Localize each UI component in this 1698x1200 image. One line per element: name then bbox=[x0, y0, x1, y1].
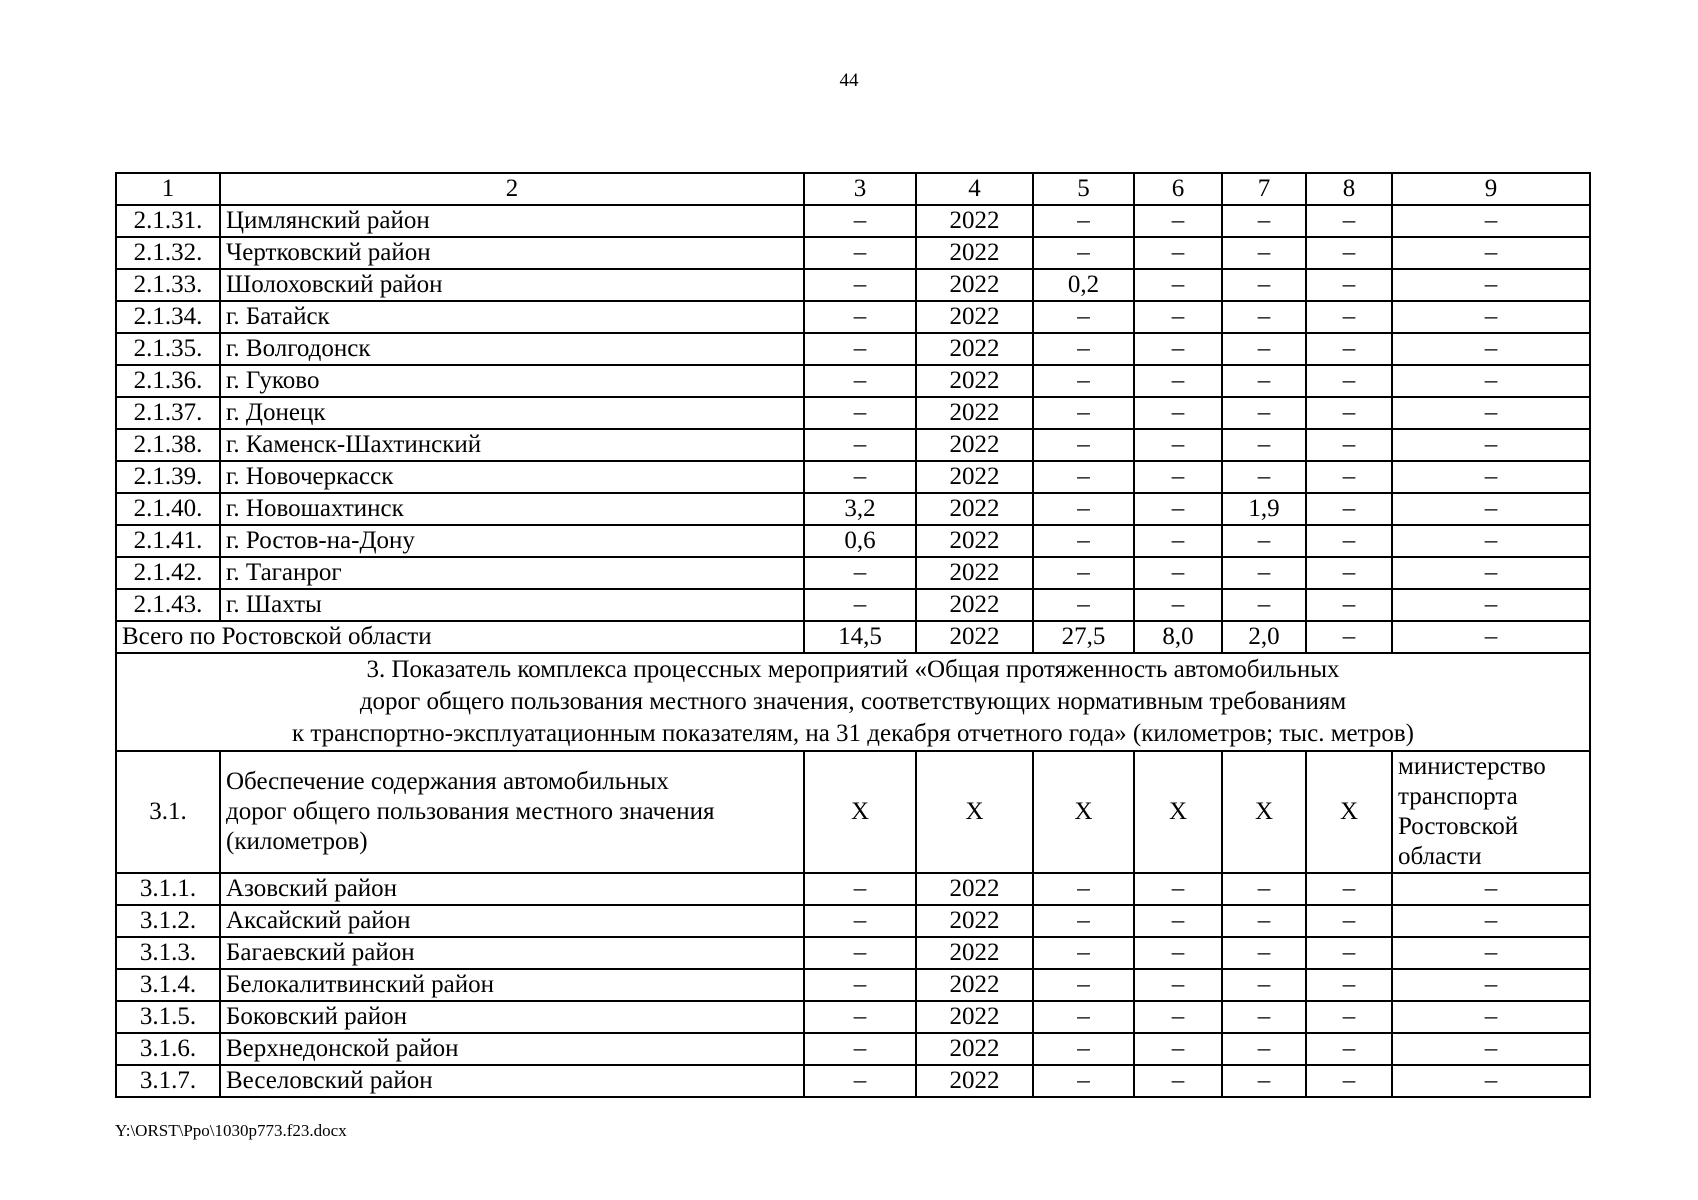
value-cell: – bbox=[804, 589, 916, 621]
value-cell: – bbox=[1134, 969, 1222, 1001]
value-cell: 2022 bbox=[916, 1065, 1033, 1097]
value-cell: – bbox=[1392, 205, 1590, 237]
value-cell: – bbox=[1392, 365, 1590, 397]
row-name-cell: Азовский район bbox=[220, 873, 804, 905]
total-label-cell: Всего по Ростовской области bbox=[116, 621, 804, 653]
value-cell: – bbox=[804, 873, 916, 905]
row-number-cell: 2.1.38. bbox=[116, 429, 220, 461]
value-cell: – bbox=[1306, 269, 1392, 301]
value-cell: – bbox=[1222, 905, 1306, 937]
table-row bbox=[116, 589, 1590, 621]
header-cell: 2 bbox=[220, 173, 804, 205]
value-cell: – bbox=[1033, 557, 1134, 589]
value-cell: – bbox=[804, 333, 916, 365]
section-heading-cell bbox=[116, 653, 1590, 751]
value-cell: – bbox=[1033, 493, 1134, 525]
value-cell: – bbox=[1222, 333, 1306, 365]
value-cell: – bbox=[1033, 397, 1134, 429]
total-value-cell: 14,5 bbox=[804, 621, 916, 653]
value-cell: – bbox=[1033, 905, 1134, 937]
value-cell: – bbox=[1222, 873, 1306, 905]
row-number-cell: 2.1.35. bbox=[116, 333, 220, 365]
responsible-line: транспорта bbox=[1398, 783, 1518, 810]
value-cell: – bbox=[804, 1001, 916, 1033]
value-cell: – bbox=[1222, 269, 1306, 301]
row-name-cell: г. Новошахтинск bbox=[220, 493, 804, 525]
value-cell: 2022 bbox=[916, 397, 1033, 429]
value-cell: – bbox=[1222, 365, 1306, 397]
value-cell: – bbox=[1033, 333, 1134, 365]
header-cell: 8 bbox=[1306, 173, 1392, 205]
value-cell: – bbox=[1222, 429, 1306, 461]
row-number-cell: 2.1.34. bbox=[116, 301, 220, 333]
value-cell: 2022 bbox=[916, 1033, 1033, 1065]
value-cell: – bbox=[1222, 205, 1306, 237]
value-cell: – bbox=[1033, 429, 1134, 461]
row-name-cell: Багаевский район bbox=[220, 937, 804, 969]
row-name-cell: г. Волгодонск bbox=[220, 333, 804, 365]
value-cell: – bbox=[804, 205, 916, 237]
value-cell: – bbox=[1222, 397, 1306, 429]
total-value-cell: 27,5 bbox=[1033, 621, 1134, 653]
value-cell: – bbox=[1033, 969, 1134, 1001]
table-row bbox=[116, 397, 1590, 429]
table-row bbox=[116, 1033, 1590, 1065]
value-cell: – bbox=[804, 269, 916, 301]
value-cell: – bbox=[1033, 589, 1134, 621]
value-cell: X bbox=[1134, 751, 1222, 873]
table-row bbox=[116, 969, 1590, 1001]
total-value-cell: 2,0 bbox=[1222, 621, 1306, 653]
row-name-cell: г. Донецк bbox=[220, 397, 804, 429]
header-cell: 7 bbox=[1222, 173, 1306, 205]
value-cell: 2022 bbox=[916, 937, 1033, 969]
table-row bbox=[116, 493, 1590, 525]
value-cell: – bbox=[1222, 1033, 1306, 1065]
row-number-cell: 3.1.4. bbox=[116, 969, 220, 1001]
total-row bbox=[116, 621, 1590, 653]
value-cell: – bbox=[1392, 905, 1590, 937]
value-cell: 2022 bbox=[916, 969, 1033, 1001]
value-cell: X bbox=[1222, 751, 1306, 873]
total-value-cell: 2022 bbox=[916, 621, 1033, 653]
table-row bbox=[116, 461, 1590, 493]
row-number-cell: 3.1.5. bbox=[116, 1001, 220, 1033]
row-name-cell: г. Шахты bbox=[220, 589, 804, 621]
value-cell: – bbox=[1306, 1033, 1392, 1065]
page-number: 44 bbox=[839, 70, 859, 91]
value-cell: – bbox=[1392, 557, 1590, 589]
value-cell: – bbox=[1222, 557, 1306, 589]
value-cell: – bbox=[1392, 937, 1590, 969]
value-cell: – bbox=[1033, 873, 1134, 905]
value-cell: 2022 bbox=[916, 873, 1033, 905]
row-number-cell: 2.1.37. bbox=[116, 397, 220, 429]
table-row bbox=[116, 873, 1590, 905]
header-cell: 3 bbox=[804, 173, 916, 205]
table-row bbox=[116, 205, 1590, 237]
row-number-cell: 3.1.1. bbox=[116, 873, 220, 905]
value-cell: – bbox=[1134, 937, 1222, 969]
value-cell: – bbox=[1306, 1001, 1392, 1033]
section-heading-line: к транспортно-эксплуатационным показателям, на 31 декабря отчетного года» (километров; тыс. метров) bbox=[292, 720, 1414, 747]
value-cell: – bbox=[1134, 589, 1222, 621]
value-cell: – bbox=[1222, 969, 1306, 1001]
value-cell: – bbox=[1306, 333, 1392, 365]
value-cell: 2022 bbox=[916, 493, 1033, 525]
value-cell: – bbox=[1392, 525, 1590, 557]
value-cell: X bbox=[916, 751, 1033, 873]
section-heading-line: 3. Показатель комплекса процессных мероприятий «Общая протяженность автомобильных bbox=[366, 656, 1340, 683]
value-cell: – bbox=[1306, 205, 1392, 237]
value-cell: – bbox=[1222, 589, 1306, 621]
value-cell: – bbox=[1033, 205, 1134, 237]
table-row bbox=[116, 365, 1590, 397]
header-row bbox=[116, 173, 1590, 205]
value-cell: – bbox=[1222, 461, 1306, 493]
table-row bbox=[116, 269, 1590, 301]
section-heading-row bbox=[116, 653, 1590, 751]
row-number-cell: 3.1.2. bbox=[116, 905, 220, 937]
row-number-cell: 2.1.33. bbox=[116, 269, 220, 301]
value-cell: – bbox=[1033, 301, 1134, 333]
row-name-line: (километров) bbox=[226, 828, 368, 855]
value-cell: – bbox=[1134, 237, 1222, 269]
value-cell: X bbox=[1033, 751, 1134, 873]
value-cell: – bbox=[1134, 873, 1222, 905]
value-cell: – bbox=[1033, 1033, 1134, 1065]
value-cell: 2022 bbox=[916, 589, 1033, 621]
value-cell: – bbox=[1306, 1065, 1392, 1097]
header-cell: 6 bbox=[1134, 173, 1222, 205]
value-cell: – bbox=[1134, 301, 1222, 333]
value-cell: – bbox=[1306, 301, 1392, 333]
total-value-cell: 8,0 bbox=[1134, 621, 1222, 653]
value-cell: – bbox=[1134, 557, 1222, 589]
value-cell: X bbox=[1306, 751, 1392, 873]
value-cell: – bbox=[1306, 493, 1392, 525]
table-row bbox=[116, 905, 1590, 937]
row-name-line: дорог общего пользования местного значения bbox=[226, 798, 715, 825]
value-cell: – bbox=[1033, 937, 1134, 969]
value-cell: – bbox=[804, 1033, 916, 1065]
value-cell: – bbox=[804, 237, 916, 269]
value-cell: – bbox=[1392, 873, 1590, 905]
value-cell: 2022 bbox=[916, 525, 1033, 557]
row-number-cell: 2.1.41. bbox=[116, 525, 220, 557]
value-cell: – bbox=[1033, 461, 1134, 493]
value-cell: – bbox=[1222, 1065, 1306, 1097]
table-body bbox=[116, 173, 1590, 1097]
row-name-cell: Чертковский район bbox=[220, 237, 804, 269]
value-cell: – bbox=[1306, 429, 1392, 461]
value-cell: – bbox=[804, 557, 916, 589]
table-row-3-1 bbox=[116, 751, 1590, 873]
row-number-cell: 3.1.3. bbox=[116, 937, 220, 969]
value-cell: – bbox=[1306, 557, 1392, 589]
table-row bbox=[116, 557, 1590, 589]
value-cell: – bbox=[1392, 397, 1590, 429]
value-cell: – bbox=[1134, 461, 1222, 493]
row-name-cell: Веселовский район bbox=[220, 1065, 804, 1097]
value-cell: – bbox=[1392, 269, 1590, 301]
table-row bbox=[116, 429, 1590, 461]
table-row bbox=[116, 937, 1590, 969]
value-cell: – bbox=[1392, 1065, 1590, 1097]
row-name-cell: г. Каменск-Шахтинский bbox=[220, 429, 804, 461]
value-cell: – bbox=[1306, 905, 1392, 937]
row-name-cell bbox=[220, 751, 804, 873]
value-cell: – bbox=[1392, 461, 1590, 493]
value-cell: – bbox=[1134, 333, 1222, 365]
value-cell: 2022 bbox=[916, 269, 1033, 301]
table-row bbox=[116, 1065, 1590, 1097]
row-number-cell: 2.1.36. bbox=[116, 365, 220, 397]
value-cell: – bbox=[1134, 397, 1222, 429]
table-row bbox=[116, 1001, 1590, 1033]
value-cell: 2022 bbox=[916, 1001, 1033, 1033]
value-cell: – bbox=[1134, 205, 1222, 237]
row-name-cell: г. Таганрог bbox=[220, 557, 804, 589]
row-name-cell: г. Батайск bbox=[220, 301, 804, 333]
value-cell: – bbox=[1134, 1001, 1222, 1033]
value-cell: – bbox=[1222, 937, 1306, 969]
value-cell: – bbox=[1392, 237, 1590, 269]
value-cell: 2022 bbox=[916, 205, 1033, 237]
value-cell: – bbox=[1222, 1001, 1306, 1033]
value-cell: – bbox=[804, 461, 916, 493]
value-cell: – bbox=[804, 397, 916, 429]
value-cell: 0,6 bbox=[804, 525, 916, 557]
row-name-cell: Белокалитвинский район bbox=[220, 969, 804, 1001]
value-cell: – bbox=[1392, 969, 1590, 1001]
value-cell: – bbox=[1392, 333, 1590, 365]
responsible-line: области bbox=[1398, 843, 1482, 870]
header-cell: 1 bbox=[116, 173, 220, 205]
value-cell: – bbox=[804, 301, 916, 333]
value-cell: – bbox=[1033, 237, 1134, 269]
value-cell: – bbox=[1134, 269, 1222, 301]
row-number-cell: 2.1.40. bbox=[116, 493, 220, 525]
row-name-cell: г. Новочеркасск bbox=[220, 461, 804, 493]
value-cell: – bbox=[804, 905, 916, 937]
value-cell: 2022 bbox=[916, 365, 1033, 397]
value-cell: – bbox=[1306, 525, 1392, 557]
value-cell: – bbox=[804, 1065, 916, 1097]
row-name-cell: г. Гуково bbox=[220, 365, 804, 397]
total-value-cell: – bbox=[1392, 621, 1590, 653]
total-value-cell: – bbox=[1306, 621, 1392, 653]
value-cell: – bbox=[1033, 365, 1134, 397]
value-cell: 0,2 bbox=[1033, 269, 1134, 301]
value-cell: – bbox=[1222, 301, 1306, 333]
row-number-cell: 3.1. bbox=[116, 751, 220, 873]
value-cell: – bbox=[1392, 301, 1590, 333]
table-row bbox=[116, 237, 1590, 269]
row-name-cell: г. Ростов-на-Дону bbox=[220, 525, 804, 557]
value-cell: – bbox=[1306, 365, 1392, 397]
header-cell: 5 bbox=[1033, 173, 1134, 205]
row-name-cell: Аксайский район bbox=[220, 905, 804, 937]
value-cell: 2022 bbox=[916, 333, 1033, 365]
value-cell: – bbox=[1392, 493, 1590, 525]
header-cell: 9 bbox=[1392, 173, 1590, 205]
row-name-cell: Цимлянский район bbox=[220, 205, 804, 237]
value-cell: 2022 bbox=[916, 557, 1033, 589]
responsible-line: министерство bbox=[1398, 753, 1546, 780]
value-cell: – bbox=[1306, 461, 1392, 493]
value-cell: – bbox=[1306, 969, 1392, 1001]
value-cell: – bbox=[1306, 397, 1392, 429]
value-cell: 2022 bbox=[916, 301, 1033, 333]
value-cell: – bbox=[1392, 1001, 1590, 1033]
value-cell: 1,9 bbox=[1222, 493, 1306, 525]
value-cell: – bbox=[1033, 1065, 1134, 1097]
value-cell: – bbox=[804, 969, 916, 1001]
value-cell: – bbox=[1392, 1033, 1590, 1065]
value-cell: – bbox=[1306, 873, 1392, 905]
row-number-cell: 2.1.39. bbox=[116, 461, 220, 493]
row-number-cell: 2.1.32. bbox=[116, 237, 220, 269]
value-cell: – bbox=[804, 429, 916, 461]
header-cell: 4 bbox=[916, 173, 1033, 205]
row-number-cell: 3.1.6. bbox=[116, 1033, 220, 1065]
row-number-cell: 2.1.43. bbox=[116, 589, 220, 621]
row-name-cell: Верхнедонской район bbox=[220, 1033, 804, 1065]
value-cell: – bbox=[1134, 1033, 1222, 1065]
value-cell: – bbox=[1392, 429, 1590, 461]
data-table bbox=[115, 172, 1591, 1098]
row-name-line: Обеспечение содержания автомобильных bbox=[226, 768, 669, 795]
value-cell: – bbox=[1033, 1001, 1134, 1033]
value-cell: – bbox=[1134, 429, 1222, 461]
value-cell: – bbox=[1222, 525, 1306, 557]
value-cell: 2022 bbox=[916, 905, 1033, 937]
value-cell: – bbox=[1392, 589, 1590, 621]
value-cell: X bbox=[804, 751, 916, 873]
value-cell: – bbox=[1033, 525, 1134, 557]
row-number-cell: 2.1.42. bbox=[116, 557, 220, 589]
row-number-cell: 3.1.7. bbox=[116, 1065, 220, 1097]
row-name-cell: Шолоховский район bbox=[220, 269, 804, 301]
value-cell: – bbox=[1134, 493, 1222, 525]
value-cell: – bbox=[804, 937, 916, 969]
value-cell: – bbox=[1134, 365, 1222, 397]
value-cell: – bbox=[1134, 905, 1222, 937]
responsible-line: Ростовской bbox=[1398, 813, 1519, 840]
value-cell: 2022 bbox=[916, 429, 1033, 461]
footer-file-path: Y:\ORST\Ppo\1030p773.f23.docx bbox=[115, 1121, 347, 1140]
section-heading-line: дорог общего пользования местного значения, соответствующих нормативным требованиям bbox=[359, 688, 1347, 715]
value-cell: – bbox=[1306, 237, 1392, 269]
row-number-cell: 2.1.31. bbox=[116, 205, 220, 237]
value-cell: – bbox=[804, 365, 916, 397]
table-row bbox=[116, 525, 1590, 557]
value-cell: – bbox=[1134, 1065, 1222, 1097]
value-cell: 3,2 bbox=[804, 493, 916, 525]
row-name-cell: Боковский район bbox=[220, 1001, 804, 1033]
value-cell: – bbox=[1222, 237, 1306, 269]
value-cell: 2022 bbox=[916, 461, 1033, 493]
table-row bbox=[116, 301, 1590, 333]
responsible-cell bbox=[1392, 751, 1590, 873]
value-cell: – bbox=[1306, 589, 1392, 621]
value-cell: – bbox=[1306, 937, 1392, 969]
table-row bbox=[116, 333, 1590, 365]
value-cell: – bbox=[1134, 525, 1222, 557]
value-cell: 2022 bbox=[916, 237, 1033, 269]
